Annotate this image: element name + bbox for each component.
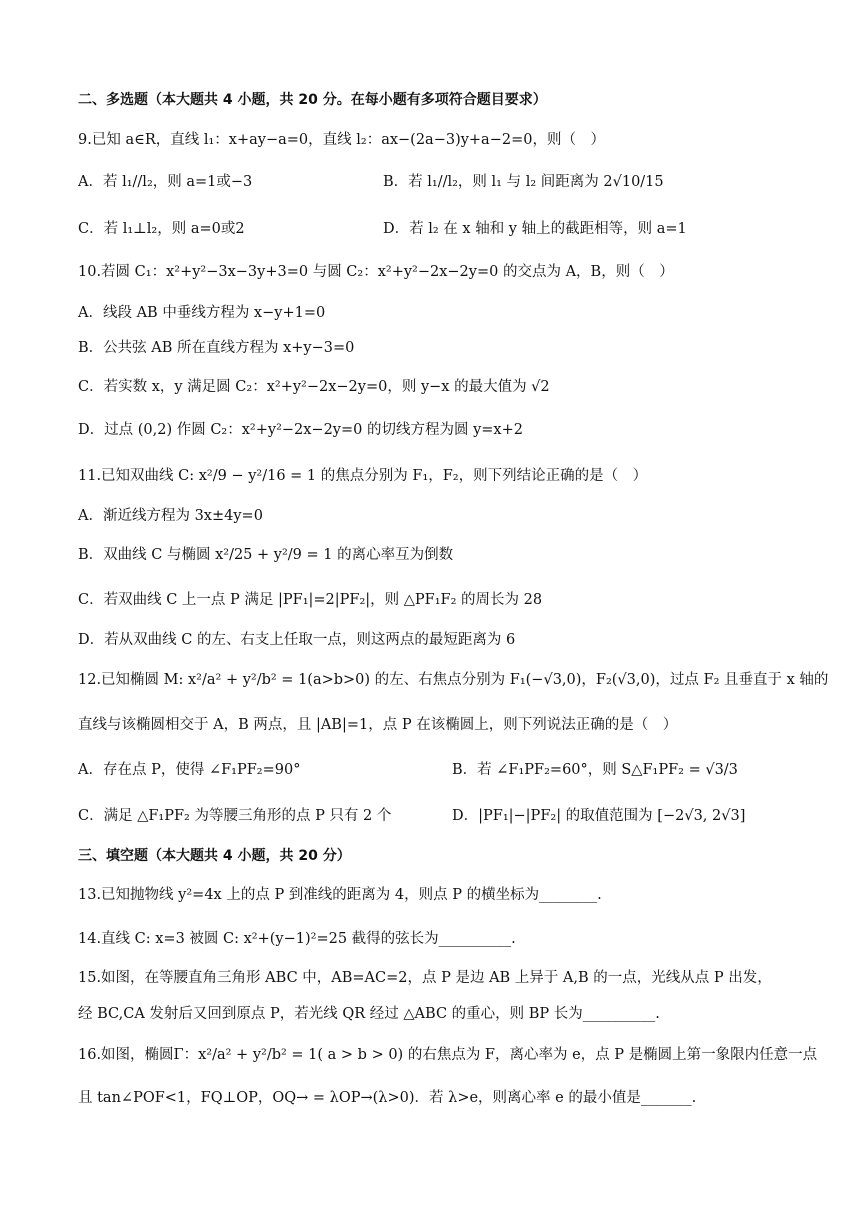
question-12-option-a: A．存在点 P，使得 ∠F₁PF₂=90° (78, 762, 301, 778)
question-11-option-a: A．渐近线方程为 3x±4y=0 (78, 508, 263, 524)
question-11-option-d: D．若从双曲线 C 的左、右支上任取一点，则这两点的最短距离为 6 (78, 632, 516, 648)
question-9-stem: 9.已知 a∈R，直线 l₁：x+ay−a=0，直线 l₂：ax−(2a−3)y+a−2=0，则（ ） (78, 132, 605, 148)
question-9-option-a: A．若 l₁//l₂，则 a=1或−3 (78, 174, 253, 190)
question-11-option-c: C．若双曲线 C 上一点 P 满足 |PF₁|=2|PF₂|，则 △PF₁F₂ 的周长为 28 (78, 592, 543, 608)
question-11-option-b: B．双曲线 C 与椭圆 x²/25 + y²/9 = 1 的离心率互为倒数 (78, 547, 454, 563)
question-13-stem: 13.已知抛物线 y²=4x 上的点 P 到准线的距离为 4，则点 P 的横坐标为________. (78, 887, 602, 903)
question-10-option-d: D．过点 (0,2) 作圆 C₂：x²+y²−2x−2y=0 的切线方程为圆 y=x+2 (78, 422, 523, 438)
question-12-option-d: D．|PF₁|−|PF₂| 的取值范围为 [−2√3, 2√3] (452, 808, 746, 824)
question-9-option-d: D．若 l₂ 在 x 轴和 y 轴上的截距相等，则 a=1 (383, 221, 687, 237)
question-11-stem: 11.已知双曲线 C: x²/9 − y²/16 = 1 的焦点分别为 F₁，F₂，则下列结论正确的是（ ） (78, 468, 648, 484)
question-12-stem-line-2: 直线与该椭圆相交于 A，B 两点，且 |AB|=1，点 P 在该椭圆上，则下列说法正确的是（ ） (78, 717, 678, 733)
question-12-option-c: C．满足 △F₁PF₂ 为等腰三角形的点 P 只有 2 个 (78, 808, 392, 824)
question-15-stem-line-2: 经 BC,CA 发射后又回到原点 P，若光线 QR 经过 △ABC 的重心，则 BP 长为__________. (78, 1006, 660, 1022)
question-10-stem: 10.若圆 C₁：x²+y²−3x−3y+3=0 与圆 C₂：x²+y²−2x−2y=0 的交点为 A，B，则（ ） (78, 264, 674, 280)
question-15-stem-line-1: 15.如图，在等腰直角三角形 ABC 中，AB=AC=2，点 P 是边 AB 上异于 A,B 的一点，光线从点 P 出发， (78, 970, 772, 986)
question-10-option-c: C．若实数 x，y 满足圆 C₂：x²+y²−2x−2y=0，则 y−x 的最大值为 √2 (78, 379, 550, 395)
question-9-option-c: C．若 l₁⊥l₂，则 a=0或2 (78, 221, 245, 237)
section-3-title: 三、填空题（本大题共 4 小题，共 20 分） (78, 848, 351, 864)
question-10-option-b: B．公共弦 AB 所在直线方程为 x+y−3=0 (78, 340, 355, 356)
question-16-stem-line-2: 且 tan∠POF<1，FQ⊥OP，OQ→ = λOP→(λ>0)．若 λ>e，则离心率 e 的最小值是_______. (78, 1090, 697, 1106)
question-16-stem-line-1: 16.如图，椭圆Γ：x²/a² + y²/b² = 1( a > b > 0) 的右焦点为 F，离心率为 e，点 P 是椭圆上第一象限内任意一点 (78, 1047, 818, 1063)
question-10-option-a: A．线段 AB 中垂线方程为 x−y+1=0 (78, 305, 326, 321)
question-9-option-b: B．若 l₁//l₂，则 l₁ 与 l₂ 间距离为 2√10/15 (383, 174, 664, 190)
section-2-title: 二、多选题（本大题共 4 小题，共 20 分。在每小题有多项符合题目要求） (78, 92, 547, 108)
question-12-option-b: B．若 ∠F₁PF₂=60°，则 S△F₁PF₂ = √3/3 (452, 762, 738, 778)
question-14-stem: 14.直线 C: x=3 被圆 C: x²+(y−1)²=25 截得的弦长为__________. (78, 931, 516, 947)
question-12-stem-line-1: 12.已知椭圆 M: x²/a² + y²/b² = 1(a>b>0) 的左、右焦点分别为 F₁(−√3,0)，F₂(√3,0)，过点 F₂ 且垂直于 x 轴的 (78, 672, 829, 688)
